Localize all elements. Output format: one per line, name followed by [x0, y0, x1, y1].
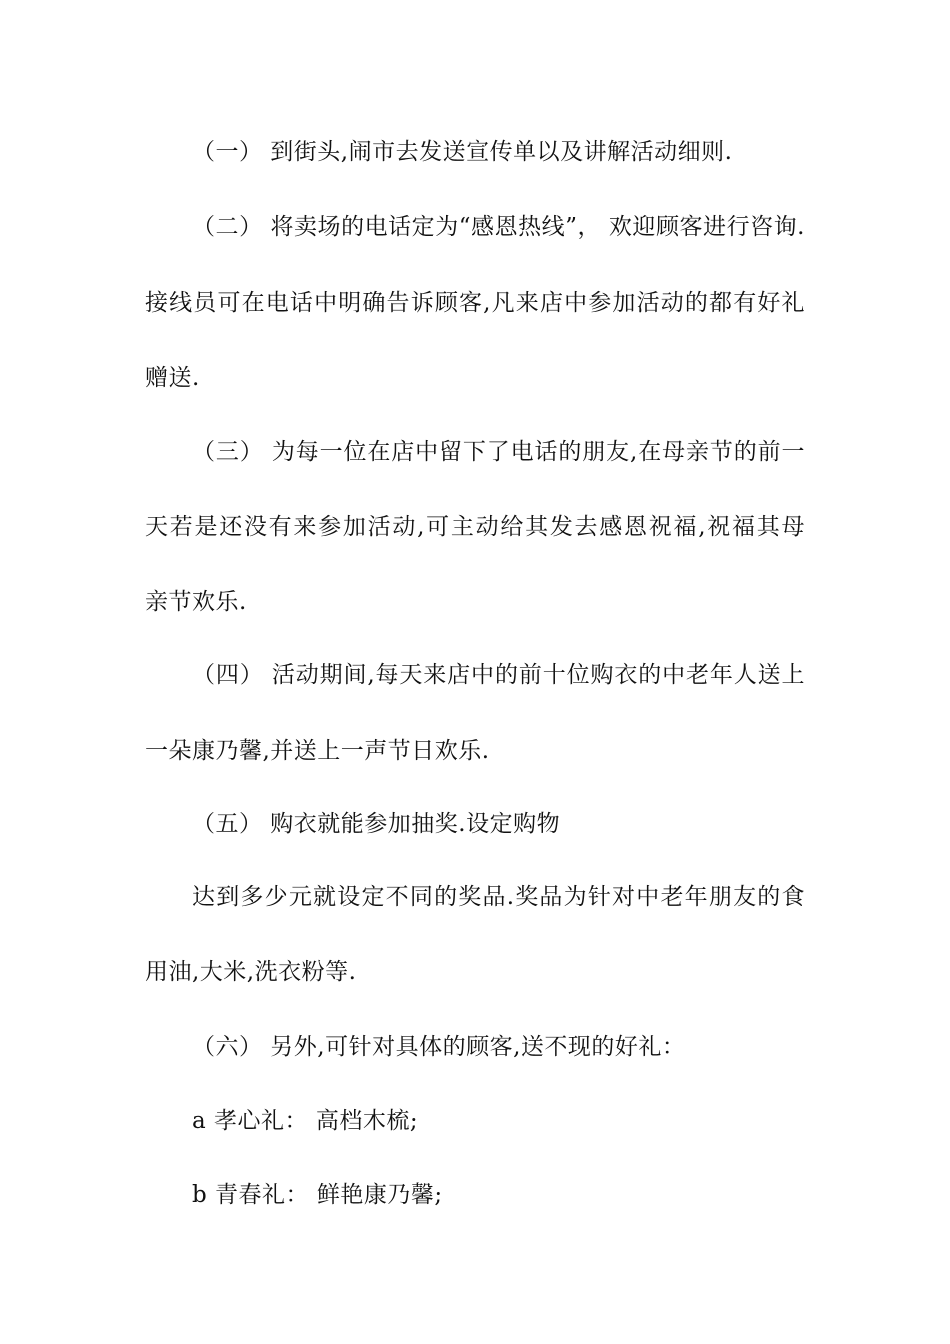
- paragraph-line: 亲节欢乐.: [145, 589, 247, 615]
- paragraph-line: 一朵康乃馨,并送上一声节日欢乐.: [145, 738, 490, 764]
- paragraph-line: 接线员可在电话中明确告诉顾客,凡来店中参加活动的都有好礼: [145, 290, 805, 316]
- paragraph-line: 用油,大米,洗衣粉等.: [145, 959, 357, 985]
- list-item: b 青春礼： 鲜艳康乃馨;: [192, 1182, 443, 1208]
- paragraph-line: 天若是还没有来参加活动,可主动给其发去感恩祝福,祝福其母: [145, 514, 805, 540]
- paragraph-line: 赠送.: [145, 365, 200, 391]
- list-item: a 孝心礼： 高档木梳;: [192, 1108, 419, 1134]
- paragraph-line: 达到多少元就设定不同的奖品.奖品为针对中老年朋友的食: [192, 884, 805, 910]
- paragraph-line: （一） 到街头,闹市去发送宣传单以及讲解活动细则.: [192, 139, 733, 165]
- paragraph-line: （二） 将卖场的电话定为“感恩热线”， 欢迎顾客进行咨询.: [192, 214, 805, 240]
- paragraph-line: （六） 另外,可针对具体的顾客,送不现的好礼：: [192, 1034, 686, 1060]
- paragraph-line: （五） 购衣就能参加抽奖.设定购物: [192, 811, 561, 837]
- paragraph-line: （四） 活动期间,每天来店中的前十位购衣的中老年人送上: [192, 662, 805, 688]
- paragraph-line: （三） 为每一位在店中留下了电话的朋友,在母亲节的前一: [192, 439, 805, 465]
